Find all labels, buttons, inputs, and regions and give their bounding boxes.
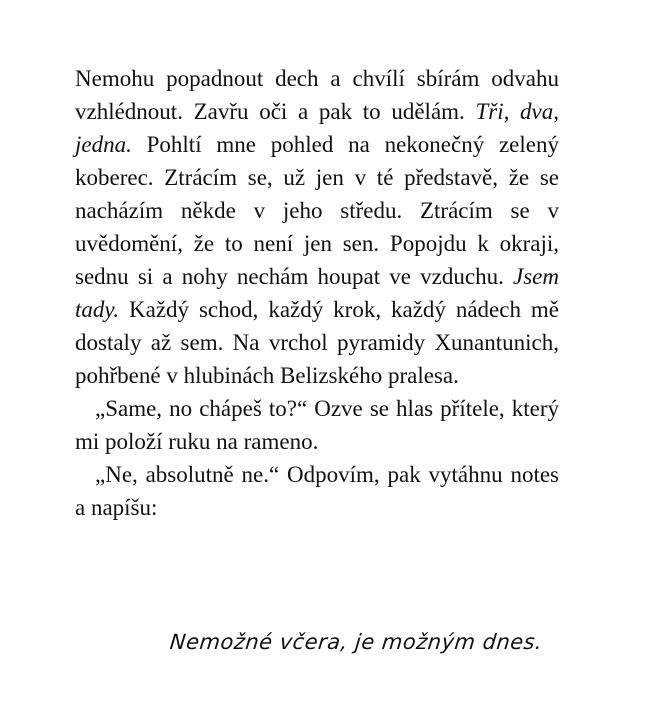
text-segment: „Same, no chápeš to?“ Ozve se hlas přítele, který mi položí ruku na rameno. — [75, 396, 559, 454]
paragraph-1 — [75, 62, 559, 392]
handwritten-note: Nemožné včera, je možným dnes. — [168, 630, 544, 654]
italic-segment: Jsem tady. — [75, 264, 559, 322]
text-segment: Každý schod, každý krok, každý nádech mě dostaly až sem. Na vrchol pyramidy Xunantunich, pohřbené v hlubinách Belizského pralesa. — [75, 297, 559, 388]
italic-segment: Tři, dva, jedna. — [75, 99, 560, 157]
paragraph-2 — [75, 392, 559, 458]
text-segment: „Ne, absolutně ne.“ Odpovím, pak vytáhnu notes a napíšu: — [75, 462, 559, 520]
body-text — [75, 62, 559, 524]
paragraph-3 — [75, 458, 559, 524]
text-segment: Pohltí mne pohled na nekonečný zelený koberec. Ztrácím se, už jen v té představě, že se nacházím někde v jeho středu. Ztrácím se v uvědomění, že to není jen sen. Popojdu k okraji, sednu si a nohy nechám houpat ve vzduchu. — [75, 132, 559, 289]
text-segment: Nemohu popadnout dech a chvílí sbírám odvahu vzhlédnout. Zavřu oči a pak to udělám. — [75, 66, 559, 124]
